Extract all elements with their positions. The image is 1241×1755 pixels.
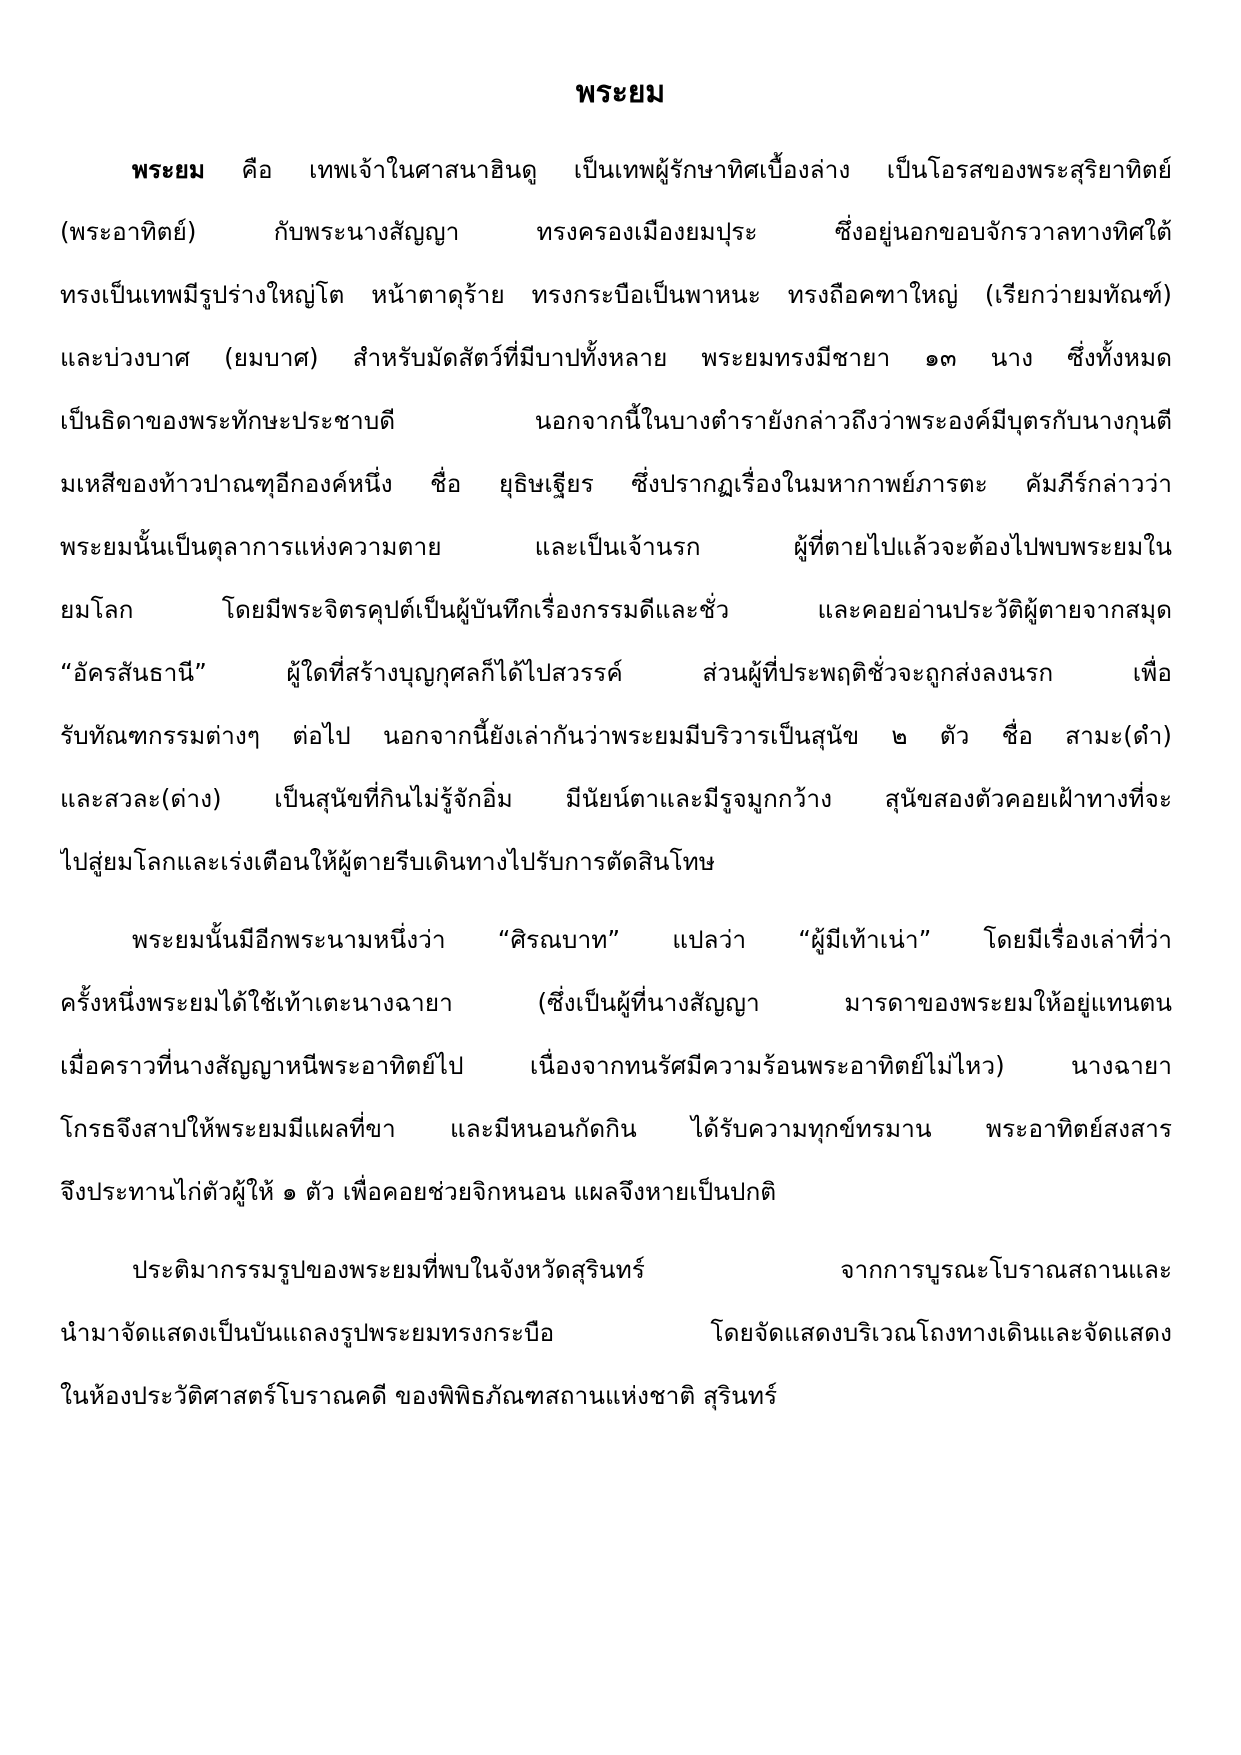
paragraph-1-line-3: ทรงเป็นเทพมีรูปร่างใหญ่โต หน้าตาดุร้าย ทรงกระบือเป็นพาหนะ ทรงถือคฑาใหญ่ (เรียกว่ายมทัณฑ์) [60, 280, 1172, 309]
paragraph-3-line-2: นำมาจัดแสดงเป็นบันแถลงรูปพระยมทรงกระบือ โดยจัดแสดงบริเวณโถงทางเดินและจัดแสดง [60, 1318, 1172, 1347]
paragraph-1-line-5: เป็นธิดาของพระทักษะประชาบดี นอกจากนี้ในบางตำรายังกล่าวถึงว่าพระองค์มีบุตรกับนางกุนตี [60, 406, 1172, 435]
paragraph-2-line-5: จึงประทานไก่ตัวผู้ให้ ๑ ตัว เพื่อคอยช่วยจิกหนอน แผลจึงหายเป็นปกติ [60, 1177, 777, 1206]
paragraph-2-line-1: พระยมนั้นมีอีกพระนามหนึ่งว่า “ศิรณบาท” แปลว่า “ผู้มีเท้าเน่า” โดยมีเรื่องเล่าที่ว่า [132, 925, 1172, 954]
subject-term: พระยม [132, 155, 205, 184]
paragraph-3-line-1: ประติมากรรมรูปของพระยมที่พบในจังหวัดสุรินทร์ จากการบูรณะโบราณสถานและ [132, 1255, 1172, 1284]
paragraph-1-line-2: (พระอาทิตย์) กับพระนางสัญญา ทรงครองเมืองยมปุระ ซึ่งอยู่นอกขอบจักรวาลทางทิศใต้ [60, 217, 1172, 246]
paragraph-2-line-3: เมื่อคราวที่นางสัญญาหนีพระอาทิตย์ไป เนื่องจากทนรัศมีความร้อนพระอาทิตย์ไม่ไหว) นางฉายา [60, 1051, 1172, 1080]
paragraph-1-line-7: พระยมนั้นเป็นตุลาการแห่งความตาย และเป็นเจ้านรก ผู้ที่ตายไปแล้วจะต้องไปพบพระยมใน [60, 532, 1172, 561]
paragraph-1-line-1 [132, 150, 1172, 190]
paragraph-1-line-4: และบ่วงบาศ (ยมบาศ) สำหรับมัดสัตว์ที่มีบาปทั้งหลาย พระยมทรงมีชายา ๑๓ นาง ซึ่งทั้งหมด [60, 343, 1172, 372]
document-title: พระยม [575, 75, 666, 110]
paragraph-1-line-12: ไปสู่ยมโลกและเร่งเตือนให้ผู้ตายรีบเดินทางไปรับการตัดสินโทษ [60, 847, 715, 876]
paragraph-1-line-10: รับทัณฑกรรมต่างๆ ต่อไป นอกจากนี้ยังเล่ากันว่าพระยมมีบริวารเป็นสุนัข ๒ ตัว ชื่อ สามะ(ดำ) [60, 721, 1172, 750]
paragraph-1-line-6: มเหสีของท้าวปาณฑุอีกองค์หนึ่ง ชื่อ ยุธิษเฐียร ซึ่งปรากฏเรื่องในมหากาพย์ภารตะ คัมภีร์กล่าวว่า [60, 469, 1172, 498]
paragraph-1-line-9: “อัครสันธานี” ผู้ใดที่สร้างบุญกุศลก็ได้ไปสวรรค์ ส่วนผู้ที่ประพฤติชั่วจะถูกส่งลงนรก เพื่อ [60, 658, 1172, 687]
paragraph-2-line-2: ครั้งหนึ่งพระยมได้ใช้เท้าเตะนางฉายา (ซึ่งเป็นผู้ที่นางสัญญา มารดาของพระยมให้อยู่แทนตน [60, 988, 1172, 1017]
line-text: คือ เทพเจ้าในศาสนาฮินดู เป็นเทพผู้รักษาทิศเบื้องล่าง เป็นโอรสของพระสุริยาทิตย์ [204, 155, 1172, 184]
paragraph-1-line-11: และสวละ(ด่าง) เป็นสุนัขที่กินไม่รู้จักอิ่ม มีนัยน์ตาและมีรูจมูกกว้าง สุนัขสองตัวคอยเฝ้าทางที่จะ [60, 784, 1172, 813]
paragraph-1-line-8: ยมโลก โดยมีพระจิตรคุปต์เป็นผู้บันทึกเรื่องกรรมดีและชั่ว และคอยอ่านประวัติผู้ตายจากสมุด [60, 595, 1172, 624]
paragraph-2-line-4: โกรธจึงสาปให้พระยมมีแผลที่ขา และมีหนอนกัดกิน ได้รับความทุกข์ทรมาน พระอาทิตย์สงสาร [60, 1114, 1172, 1143]
paragraph-3-line-3: ในห้องประวัติศาสตร์โบราณคดี ของพิพิธภัณฑสถานแห่งชาติ สุรินทร์ [60, 1381, 778, 1410]
